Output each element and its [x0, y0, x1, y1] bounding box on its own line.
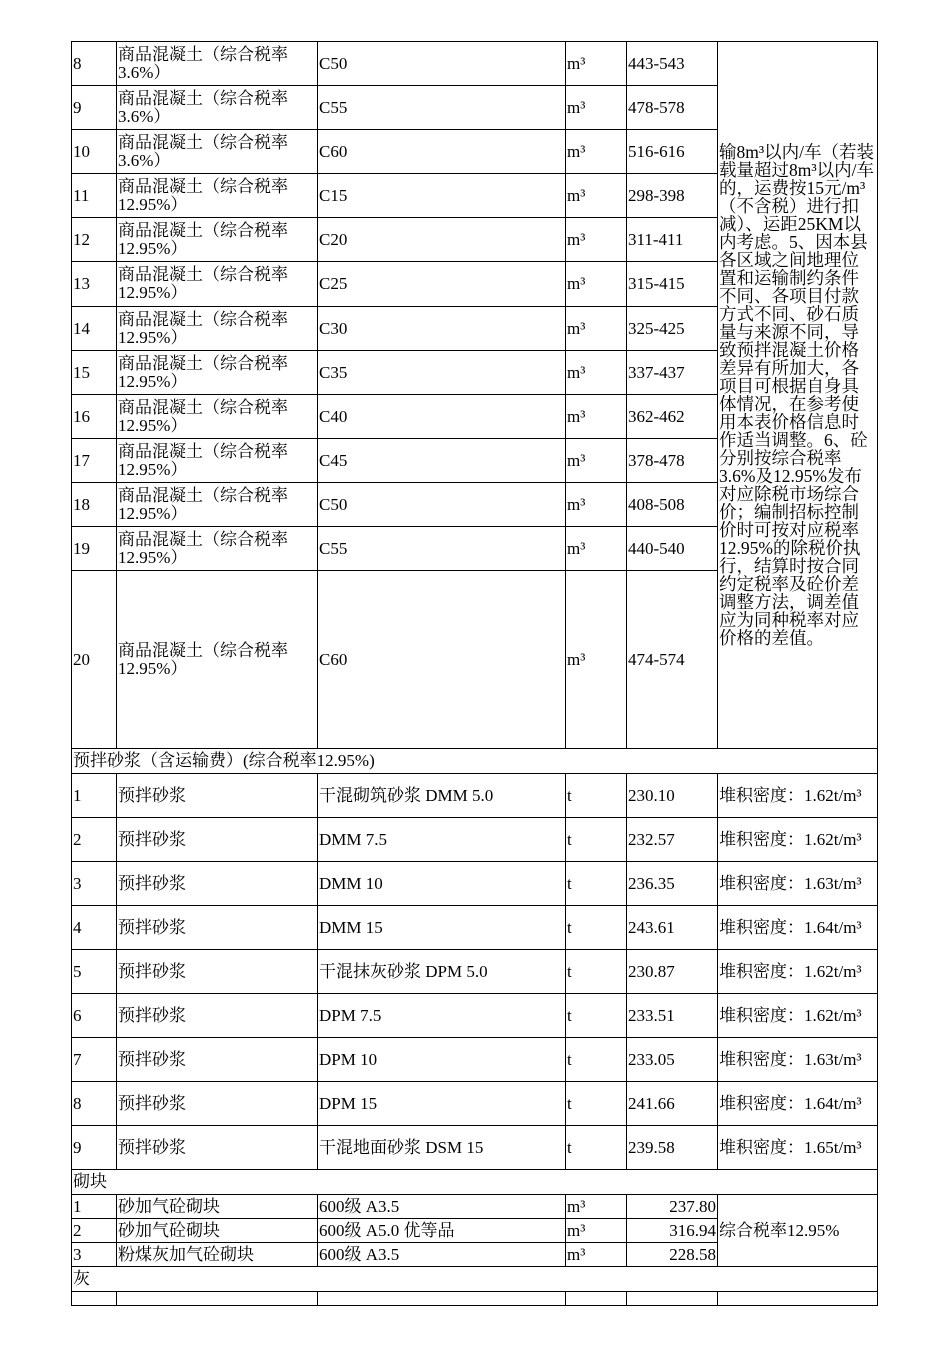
unit: m³ — [566, 262, 627, 307]
material-name: 商品混凝土（综合税率12.95%） — [117, 174, 318, 218]
empty-cell — [72, 1292, 117, 1306]
remarks-note: 堆积密度：1.65t/m³ — [718, 1126, 878, 1170]
material-name: 预拌砂浆 — [117, 994, 318, 1038]
material-name: 粉煤灰加气砼砌块 — [117, 1243, 318, 1267]
row-number: 18 — [72, 483, 117, 527]
price: 311-411 — [627, 218, 718, 262]
spec: 600级 A3.5 — [318, 1243, 566, 1267]
row-number: 2 — [72, 1219, 117, 1243]
remarks-note: 堆积密度：1.62t/m³ — [718, 818, 878, 862]
spec: C60 — [318, 571, 566, 749]
unit: m³ — [566, 1243, 627, 1267]
unit: t — [566, 950, 627, 994]
row-number: 6 — [72, 994, 117, 1038]
table-row — [72, 1126, 878, 1170]
table-row — [72, 1038, 878, 1082]
row-number: 16 — [72, 395, 117, 439]
row-number: 3 — [72, 862, 117, 906]
unit: m³ — [566, 42, 627, 86]
table-row — [72, 862, 878, 906]
empty-cell — [627, 1292, 718, 1306]
table-row — [72, 774, 878, 818]
price: 230.87 — [627, 950, 718, 994]
remarks-note: 输8m³以内/车（若装载量超过8m³以内/车的，运费按15元/m³（不含税）进行扣减）、运距25KM以内考虑。5、因本县各区域之间地理位置和运输制约条件不同、各项目付款方式不同、砂石质量与来源不同，导致预拌混凝土价格差异有所加大，各项目可根据自身具体情况，在参考使用本表价格信息时作适当调整。6、砼分别按综合税率3.6%及12.95%发布对应除税市场综合价；编制招标控制价时可按对应税率12.95%的除税价执行，结算时按合同约定税率及砼价差调整方法，调差值应为同种税率对应价格的差值。 — [718, 42, 878, 749]
unit: t — [566, 862, 627, 906]
material-name: 商品混凝土（综合税率12.95%） — [117, 351, 318, 395]
empty-cell — [318, 1292, 566, 1306]
spec: C20 — [318, 218, 566, 262]
row-number: 13 — [72, 262, 117, 307]
section-title: 灰 — [72, 1267, 878, 1292]
price: 325-425 — [627, 307, 718, 351]
row-number: 9 — [72, 1126, 117, 1170]
section-row — [72, 749, 878, 774]
material-name: 商品混凝土（综合税率3.6%） — [117, 130, 318, 174]
row-number: 12 — [72, 218, 117, 262]
row-number: 4 — [72, 906, 117, 950]
spec: C60 — [318, 130, 566, 174]
section-row — [72, 1170, 878, 1195]
unit: m³ — [566, 483, 627, 527]
price: 236.35 — [627, 862, 718, 906]
row-number: 1 — [72, 1195, 117, 1219]
unit: m³ — [566, 395, 627, 439]
material-name: 商品混凝土（综合税率3.6%） — [117, 42, 318, 86]
material-name: 预拌砂浆 — [117, 1038, 318, 1082]
remarks-note: 堆积密度：1.64t/m³ — [718, 906, 878, 950]
unit: m³ — [566, 1219, 627, 1243]
price: 478-578 — [627, 86, 718, 130]
price: 474-574 — [627, 571, 718, 749]
section-row — [72, 1267, 878, 1292]
spec: C35 — [318, 351, 566, 395]
spec: C15 — [318, 174, 566, 218]
row-number: 17 — [72, 439, 117, 483]
price: 298-398 — [627, 174, 718, 218]
row-number: 2 — [72, 818, 117, 862]
spec: C45 — [318, 439, 566, 483]
table-row — [72, 1082, 878, 1126]
remarks-note: 堆积密度：1.62t/m³ — [718, 774, 878, 818]
table-row — [72, 42, 878, 86]
price: 516-616 — [627, 130, 718, 174]
material-name: 商品混凝土（综合税率12.95%） — [117, 307, 318, 351]
price: 241.66 — [627, 1082, 718, 1126]
material-name: 预拌砂浆 — [117, 818, 318, 862]
spec: DMM 10 — [318, 862, 566, 906]
remarks-note: 堆积密度：1.63t/m³ — [718, 862, 878, 906]
unit: m³ — [566, 351, 627, 395]
price: 243.61 — [627, 906, 718, 950]
empty-cell — [718, 1292, 878, 1306]
spec: C25 — [318, 262, 566, 307]
remarks-note: 综合税率12.95% — [718, 1195, 878, 1267]
row-number: 8 — [72, 42, 117, 86]
remarks-note: 堆积密度：1.63t/m³ — [718, 1038, 878, 1082]
unit: m³ — [566, 1195, 627, 1219]
spec: C50 — [318, 42, 566, 86]
row-number: 7 — [72, 1038, 117, 1082]
table-row — [72, 1292, 878, 1306]
unit: m³ — [566, 86, 627, 130]
material-name: 商品混凝土（综合税率3.6%） — [117, 86, 318, 130]
price: 378-478 — [627, 439, 718, 483]
spec: DPM 7.5 — [318, 994, 566, 1038]
material-name: 预拌砂浆 — [117, 862, 318, 906]
unit: t — [566, 906, 627, 950]
price-table — [71, 41, 878, 1306]
spec: DMM 15 — [318, 906, 566, 950]
material-name: 砂加气砼砌块 — [117, 1219, 318, 1243]
spec: C40 — [318, 395, 566, 439]
material-name: 商品混凝土（综合税率12.95%） — [117, 395, 318, 439]
table-row — [72, 906, 878, 950]
spec: C55 — [318, 527, 566, 571]
table-row — [72, 818, 878, 862]
unit: m³ — [566, 130, 627, 174]
table-row — [72, 1195, 878, 1219]
section-title: 砌块 — [72, 1170, 878, 1195]
row-number: 9 — [72, 86, 117, 130]
remarks-note: 堆积密度：1.62t/m³ — [718, 950, 878, 994]
spec: 600级 A3.5 — [318, 1195, 566, 1219]
price: 228.58 — [627, 1243, 718, 1267]
price: 230.10 — [627, 774, 718, 818]
unit: m³ — [566, 527, 627, 571]
spec: C50 — [318, 483, 566, 527]
unit: t — [566, 1082, 627, 1126]
unit: t — [566, 1038, 627, 1082]
section-title: 预拌砂浆（含运输费）(综合税率12.95%) — [72, 749, 878, 774]
price: 239.58 — [627, 1126, 718, 1170]
price: 440-540 — [627, 527, 718, 571]
unit: m³ — [566, 307, 627, 351]
spec: 干混抹灰砂浆 DPM 5.0 — [318, 950, 566, 994]
spec: DPM 15 — [318, 1082, 566, 1126]
row-number: 1 — [72, 774, 117, 818]
unit: t — [566, 1126, 627, 1170]
price: 408-508 — [627, 483, 718, 527]
price: 316.94 — [627, 1219, 718, 1243]
row-number: 15 — [72, 351, 117, 395]
price: 443-543 — [627, 42, 718, 86]
material-name: 商品混凝土（综合税率12.95%） — [117, 218, 318, 262]
remarks-note: 堆积密度：1.62t/m³ — [718, 994, 878, 1038]
material-name: 商品混凝土（综合税率12.95%） — [117, 262, 318, 307]
unit: m³ — [566, 439, 627, 483]
unit: t — [566, 818, 627, 862]
row-number: 11 — [72, 174, 117, 218]
price: 315-415 — [627, 262, 718, 307]
row-number: 20 — [72, 571, 117, 749]
row-number: 3 — [72, 1243, 117, 1267]
row-number: 8 — [72, 1082, 117, 1126]
material-name: 预拌砂浆 — [117, 950, 318, 994]
spec: 干混砌筑砂浆 DMM 5.0 — [318, 774, 566, 818]
row-number: 19 — [72, 527, 117, 571]
empty-cell — [566, 1292, 627, 1306]
row-number: 14 — [72, 307, 117, 351]
table-row — [72, 994, 878, 1038]
price: 237.80 — [627, 1195, 718, 1219]
table-row — [72, 950, 878, 994]
unit: m³ — [566, 571, 627, 749]
price: 337-437 — [627, 351, 718, 395]
spec: 600级 A5.0 优等品 — [318, 1219, 566, 1243]
material-name: 砂加气砼砌块 — [117, 1195, 318, 1219]
spec: C55 — [318, 86, 566, 130]
unit: m³ — [566, 218, 627, 262]
empty-cell — [117, 1292, 318, 1306]
price: 232.57 — [627, 818, 718, 862]
price: 362-462 — [627, 395, 718, 439]
material-name: 商品混凝土（综合税率12.95%） — [117, 439, 318, 483]
unit: t — [566, 774, 627, 818]
price: 233.05 — [627, 1038, 718, 1082]
material-name: 商品混凝土（综合税率12.95%） — [117, 527, 318, 571]
material-name: 预拌砂浆 — [117, 906, 318, 950]
spec: 干混地面砂浆 DSM 15 — [318, 1126, 566, 1170]
unit: m³ — [566, 174, 627, 218]
price: 233.51 — [627, 994, 718, 1038]
spec: DPM 10 — [318, 1038, 566, 1082]
row-number: 5 — [72, 950, 117, 994]
price-table-body — [72, 42, 878, 1306]
material-name: 商品混凝土（综合税率12.95%） — [117, 483, 318, 527]
material-name: 预拌砂浆 — [117, 774, 318, 818]
material-name: 预拌砂浆 — [117, 1082, 318, 1126]
material-name: 预拌砂浆 — [117, 1126, 318, 1170]
unit: t — [566, 994, 627, 1038]
material-name: 商品混凝土（综合税率12.95%） — [117, 571, 318, 749]
remarks-note: 堆积密度：1.64t/m³ — [718, 1082, 878, 1126]
row-number: 10 — [72, 130, 117, 174]
spec: DMM 7.5 — [318, 818, 566, 862]
spec: C30 — [318, 307, 566, 351]
